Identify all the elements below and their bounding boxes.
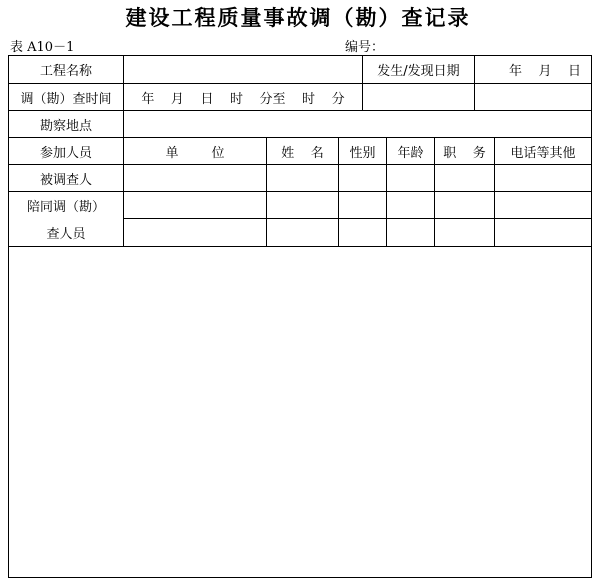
accompanying-unit-field-2[interactable] <box>124 219 266 246</box>
accompanying-gender-field-1[interactable] <box>339 192 386 218</box>
column-name: 姓 名 <box>281 145 324 161</box>
serial-number-label: 编号： <box>345 40 385 55</box>
investigated-gender-field[interactable] <box>339 165 386 191</box>
accompanying-name-field-1[interactable] <box>267 192 338 218</box>
accompanying-label-line2: 查人员 <box>46 227 86 242</box>
record-content-area[interactable] <box>9 247 591 577</box>
investigated-unit-field[interactable] <box>124 165 266 191</box>
page-title: 建设工程质量事故调（勘）查记录 <box>125 5 471 30</box>
column-age: 年龄 <box>397 145 424 161</box>
participants-label: 参加人员 <box>39 145 92 161</box>
survey-time-label: 调（勘）查时间 <box>20 91 112 107</box>
investigated-phone-field[interactable] <box>495 165 591 191</box>
column-gender: 性别 <box>349 145 376 161</box>
investigated-age-field[interactable] <box>387 165 434 191</box>
accompanying-name-field-2[interactable] <box>267 219 338 246</box>
investigated-name-field[interactable] <box>267 165 338 191</box>
survey-time-extra-field-2[interactable] <box>475 84 591 110</box>
accompanying-position-field-2[interactable] <box>435 219 494 246</box>
accompanying-unit-field-1[interactable] <box>124 192 266 218</box>
accompanying-position-field-1[interactable] <box>435 192 494 218</box>
column-unit: 单 位 <box>165 145 225 161</box>
investigated-position-field[interactable] <box>435 165 494 191</box>
column-position: 职 务 <box>443 145 486 161</box>
accompanying-phone-field-2[interactable] <box>495 219 591 246</box>
form-id: 表 A10－1 <box>10 40 75 55</box>
occur-date-label: 发生/发现日期 <box>377 64 460 79</box>
column-phone: 电话等其他 <box>510 145 576 161</box>
project-name-field[interactable] <box>124 56 362 83</box>
accompanying-age-field-2[interactable] <box>387 219 434 246</box>
survey-location-label: 勘察地点 <box>39 118 92 134</box>
accompanying-label-line1: 陪同调（勘） <box>26 200 105 215</box>
survey-time-extra-field-1[interactable] <box>363 84 474 110</box>
accompanying-age-field-1[interactable] <box>387 192 434 218</box>
investigated-person-label: 被调查人 <box>39 172 92 188</box>
survey-location-field[interactable] <box>124 111 591 137</box>
occur-date-field[interactable]: 年 月 日 <box>508 64 581 79</box>
accompanying-phone-field-1[interactable] <box>495 192 591 218</box>
survey-time-field[interactable]: 年 月 日 时 分至 时 分 <box>141 91 345 107</box>
project-name-label: 工程名称 <box>39 64 92 79</box>
accompanying-gender-field-2[interactable] <box>339 219 386 246</box>
